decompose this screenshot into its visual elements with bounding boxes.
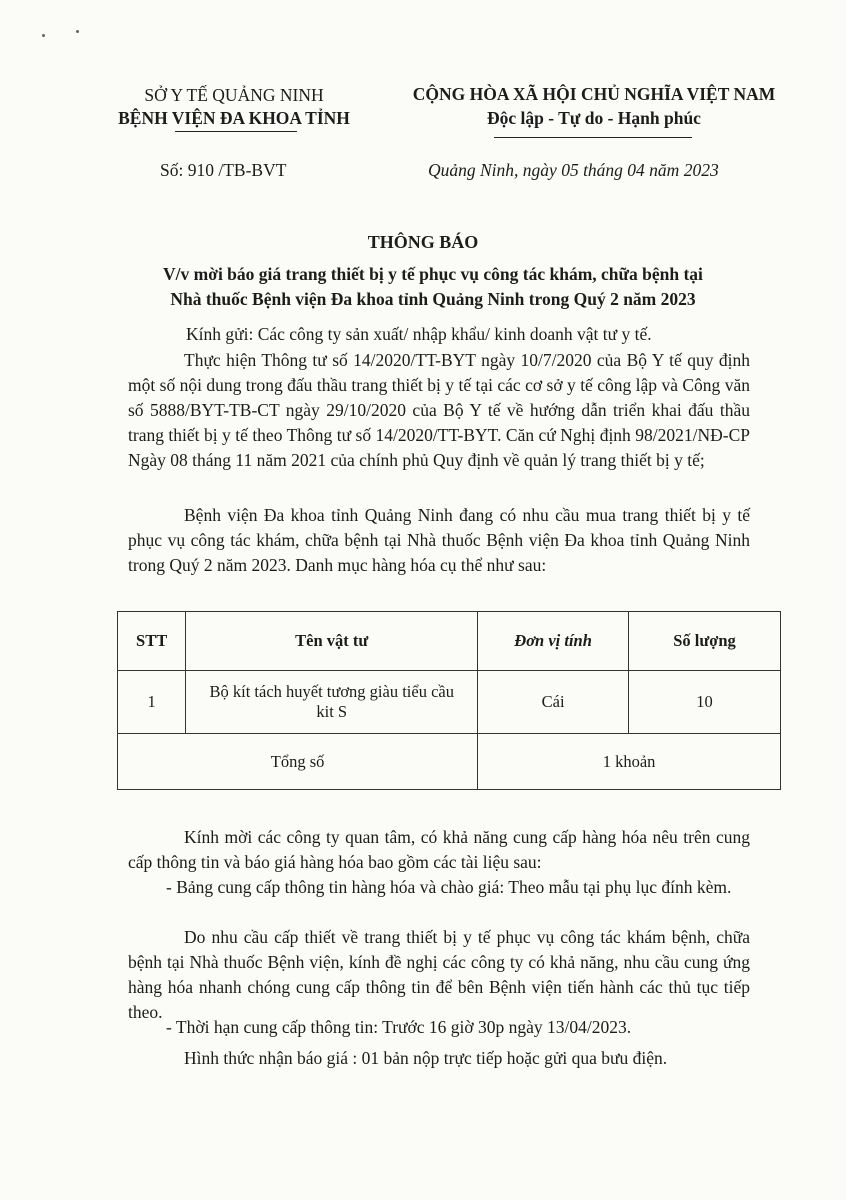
bullet-deadline: - Thời hạn cung cấp thông tin: Trước 16 giờ 30p ngày 13/04/2023.	[166, 1017, 632, 1037]
issuer-underline	[175, 131, 297, 132]
cell-total-label: Tổng số	[118, 734, 478, 790]
scan-speck	[76, 30, 79, 33]
cell-item-name	[186, 671, 478, 734]
header-stt: STT	[118, 612, 186, 671]
motto-underline	[494, 137, 692, 138]
table-header-row	[118, 612, 781, 671]
goods-table	[117, 611, 781, 790]
document-subtitle	[110, 262, 756, 312]
item-name-line-1: Bộ kít tách huyết tương giàu tiểu cầu	[209, 682, 454, 701]
national-motto-block	[392, 82, 796, 130]
document-date: Quảng Ninh, ngày 05 tháng 04 năm 2023	[428, 160, 719, 180]
paragraph-legal-basis: Thực hiện Thông tư số 14/2020/TT-BYT ngày 10/7/2020 của Bộ Y tế quy định một số nội dung trong đấu thầu trang thiết bị y tế tại các cơ sở y tế công lập và Công văn số 5888/BYT-TB-CT ngày 29/10/2020 của Bộ Y tế về hướng dẫn triển khai đấu thầu trang thiết bị y tế theo Thông tư số 14/2020/TT-BYT. Căn cứ Nghị định 98/2021/NĐ-CP Ngày 08 tháng 11 năm 2021 của chính phủ Quy định về quản lý trang thiết bị y tế;	[128, 350, 750, 470]
issuer-block	[100, 84, 368, 130]
cell-unit: Cái	[478, 671, 629, 734]
document-title: THÔNG BÁO	[367, 232, 479, 252]
paragraph-submission-method: Hình thức nhận báo giá : 01 bản nộp trực tiếp hoặc gửi qua bưu điện.	[184, 1048, 668, 1068]
scan-speck	[42, 34, 45, 37]
header-quantity: Số lượng	[629, 612, 781, 671]
header-item-name: Tên vật tư	[186, 612, 478, 671]
table-row	[118, 671, 781, 734]
country-name: CỘNG HÒA XÃ HỘI CHỦ NGHĨA VIỆT NAM	[412, 84, 776, 104]
cell-quantity: 10	[629, 671, 781, 734]
cell-total-value: 1 khoản	[478, 734, 781, 790]
issuer-department: SỞ Y TẾ QUẢNG NINH	[144, 85, 324, 105]
table-total-row	[118, 734, 781, 790]
issuer-hospital: BỆNH VIỆN ĐA KHOA TỈNH	[118, 108, 350, 128]
cell-stt: 1	[118, 671, 186, 734]
subtitle-line-1: V/v mời báo giá trang thiết bị y tế phục vụ công tác khám, chữa bệnh tại	[163, 264, 703, 284]
subtitle-line-2: Nhà thuốc Bệnh viện Đa khoa tỉnh Quảng Ninh trong Quý 2 năm 2023	[170, 289, 696, 309]
document-number: Số: 910 /TB-BVT	[160, 160, 287, 180]
recipient-line: Kính gửi: Các công ty sản xuất/ nhập khẩu/ kinh doanh vật tư y tế.	[186, 324, 652, 344]
item-name-line-2: kit S	[316, 702, 348, 721]
paragraph-urgency: Do nhu cầu cấp thiết về trang thiết bị y tế phục vụ công tác khám bệnh, chữa bệnh tại Nhà thuốc Bệnh viện, kính đề nghị các công ty có khả năng, nhu cầu cung ứng hàng hóa nhanh chóng cung cấp thông tin để bên Bệnh viện tiến hành các thủ tục tiếp theo.	[128, 927, 750, 1022]
motto: Độc lập - Tự do - Hạnh phúc	[487, 108, 701, 128]
paragraph-invitation: Kính mời các công ty quan tâm, có khả năng cung cấp hàng hóa nêu trên cung cấp thông tin và báo giá hàng hóa bao gồm các tài liệu sau:	[128, 827, 750, 872]
header-unit: Đơn vị tính	[478, 612, 629, 671]
bullet-quote-form: - Bảng cung cấp thông tin hàng hóa và chào giá: Theo mẫu tại phụ lục đính kèm.	[166, 877, 732, 897]
paragraph-demand: Bệnh viện Đa khoa tỉnh Quảng Ninh đang có nhu cầu mua trang thiết bị y tế phục vụ công tác khám, chữa bệnh tại Nhà thuốc Bệnh viện Đa khoa tỉnh Quảng Ninh trong Quý 2 năm 2023. Danh mục hàng hóa cụ thể như sau:	[128, 505, 750, 575]
